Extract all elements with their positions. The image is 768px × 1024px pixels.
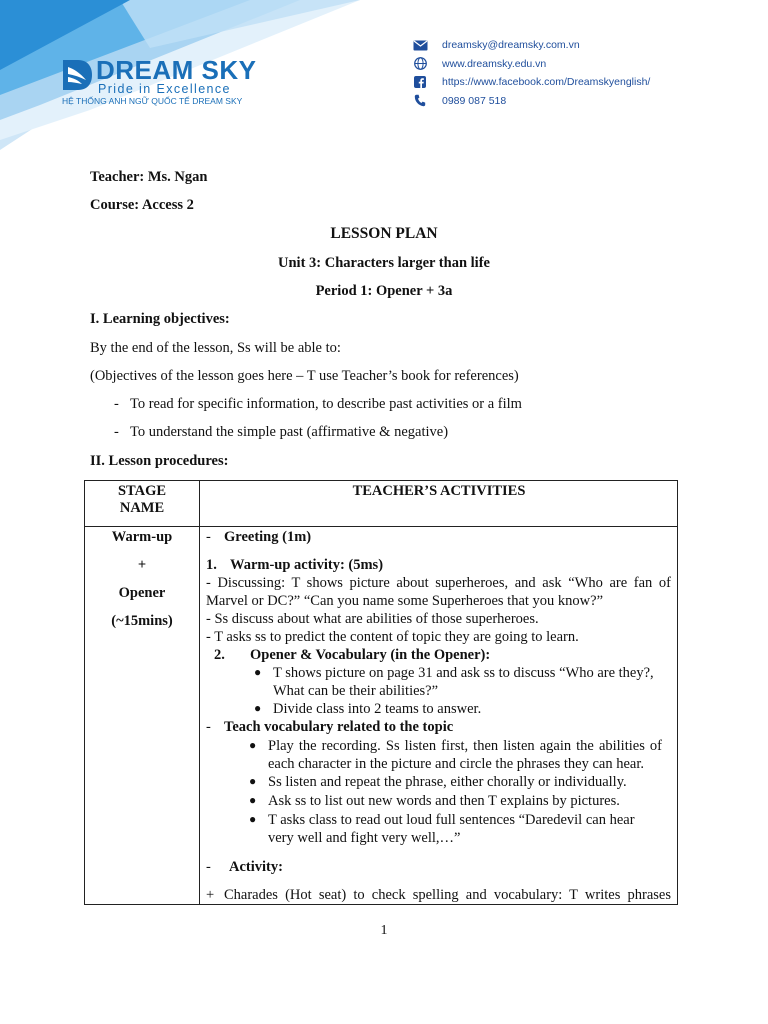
brand-name: DREAM SKY [96, 55, 257, 85]
table-header-divider [85, 526, 677, 527]
plus-marker: + [206, 887, 215, 903]
lesson-procedure-table [84, 480, 678, 905]
objective-item: To read for specific information, to describe past activities or a film [130, 396, 522, 412]
course-line: Course: Access 2 [90, 197, 194, 213]
section-heading-objectives: I. Learning objectives: [90, 311, 230, 327]
bullet-dot-icon: ● [254, 701, 262, 715]
vocabulary-bullet-line: each character in the picture and circle the phrases they can hear. [268, 756, 644, 772]
bullet-dot-icon: ● [249, 738, 257, 752]
header-stage-name [85, 483, 199, 517]
table-column-divider [199, 481, 200, 904]
step-number: 1. [206, 557, 217, 573]
globe-icon [412, 57, 428, 71]
objective-dash: - [114, 396, 119, 412]
opener-bullet-line: Divide class into 2 teams to answer. [273, 701, 482, 717]
bullet-dot-icon: ● [249, 774, 257, 788]
brand-subtitle: HỆ THỐNG ANH NGỮ QUỐC TẾ DREAM SKY [62, 96, 243, 106]
unit-title: Unit 3: Characters larger than life [278, 255, 490, 271]
objective-dash: - [114, 424, 119, 440]
header-teacher-activities: TEACHER’S ACTIVITIES [352, 483, 526, 499]
contact-email-text[interactable]: dreamsky@dreamsky.com.vn [442, 39, 580, 52]
dash-marker: - [206, 529, 211, 545]
contact-phone-text[interactable]: 0989 087 518 [442, 94, 507, 107]
period-title: Period 1: Opener + 3a [315, 283, 453, 299]
warmup-line: - Ss discuss about what are abilities of those superheroes. [206, 611, 539, 627]
phone-icon [412, 94, 428, 108]
warmup-line: - Discussing: T shows picture about superheroes, and ask “Who are fan of [206, 575, 671, 591]
contact-facebook-text[interactable]: https://www.facebook.com/Dreamskyenglish/ [442, 76, 651, 89]
dash-marker: - [206, 719, 211, 735]
bullet-dot-icon: ● [249, 793, 257, 807]
document-title: LESSON PLAN [330, 225, 438, 242]
vocabulary-bullet-line: Ss listen and repeat the phrase, either chorally or individually. [268, 774, 627, 790]
opener-title: Opener & Vocabulary (in the Opener): [250, 647, 491, 663]
vocabulary-bullet-line: Play the recording. Ss listen first, then listen again the abilities of [268, 738, 662, 754]
stage-label: Warm-up [111, 529, 173, 545]
contact-facebook [412, 73, 650, 92]
brand-tagline: Pride in Excellence [98, 82, 231, 96]
vocabulary-bullet-line: very well and fight very well,…” [268, 830, 461, 846]
opener-bullet-line: T shows picture on page 31 and ask ss to discuss “Who are they?, [273, 665, 654, 681]
contact-website-text[interactable]: www.dreamsky.edu.vn [442, 57, 547, 70]
dash-marker: - [206, 859, 211, 875]
facebook-icon [412, 75, 428, 89]
vocabulary-title: Teach vocabulary related to the topic [224, 719, 454, 735]
contact-phone [412, 92, 650, 111]
contact-list [412, 36, 650, 110]
greeting-step: Greeting (1m) [224, 529, 312, 545]
bullet-dot-icon: ● [254, 665, 262, 679]
charades-line: Charades (Hot seat) to check spelling and vocabulary: T writes phrases [224, 887, 671, 903]
warmup-line: Marvel or DC?” “Can you name some Superheroes that you know?” [206, 593, 604, 609]
vocabulary-bullet-line: Ask ss to list out new words and then T explains by pictures. [268, 793, 620, 809]
vocabulary-bullet-line: T asks class to read out loud full sentences “Daredevil can hear [268, 812, 635, 828]
mail-icon [412, 38, 428, 52]
brand-logo [60, 55, 260, 110]
contact-website [412, 55, 650, 74]
stage-label: Opener [118, 585, 166, 601]
objectives-note: (Objectives of the lesson goes here – T use Teacher’s book for references) [90, 368, 519, 384]
objectives-intro: By the end of the lesson, Ss will be able to: [90, 340, 341, 356]
warmup-title: Warm-up activity: (5ms) [230, 557, 384, 573]
objective-item: To understand the simple past (affirmative & negative) [130, 424, 449, 440]
opener-bullet-line: What can be their abilities?” [273, 683, 439, 699]
stage-label: + [137, 557, 147, 573]
teacher-line: Teacher: Ms. Ngan [90, 169, 208, 185]
section-heading-procedures: II. Lesson procedures: [90, 453, 229, 469]
step-number: 2. [214, 647, 225, 663]
stage-label: (~15mins) [111, 613, 173, 629]
contact-email [412, 36, 650, 55]
activity-title: Activity: [229, 859, 283, 875]
warmup-line: - T asks ss to predict the content of topic they are going to learn. [206, 629, 579, 645]
page-number: 1 [380, 923, 388, 938]
bullet-dot-icon: ● [249, 812, 257, 826]
logo-mark-icon [60, 58, 94, 92]
header-stage-line: NAME [119, 500, 165, 516]
header-stage-line: STAGE [117, 483, 167, 499]
